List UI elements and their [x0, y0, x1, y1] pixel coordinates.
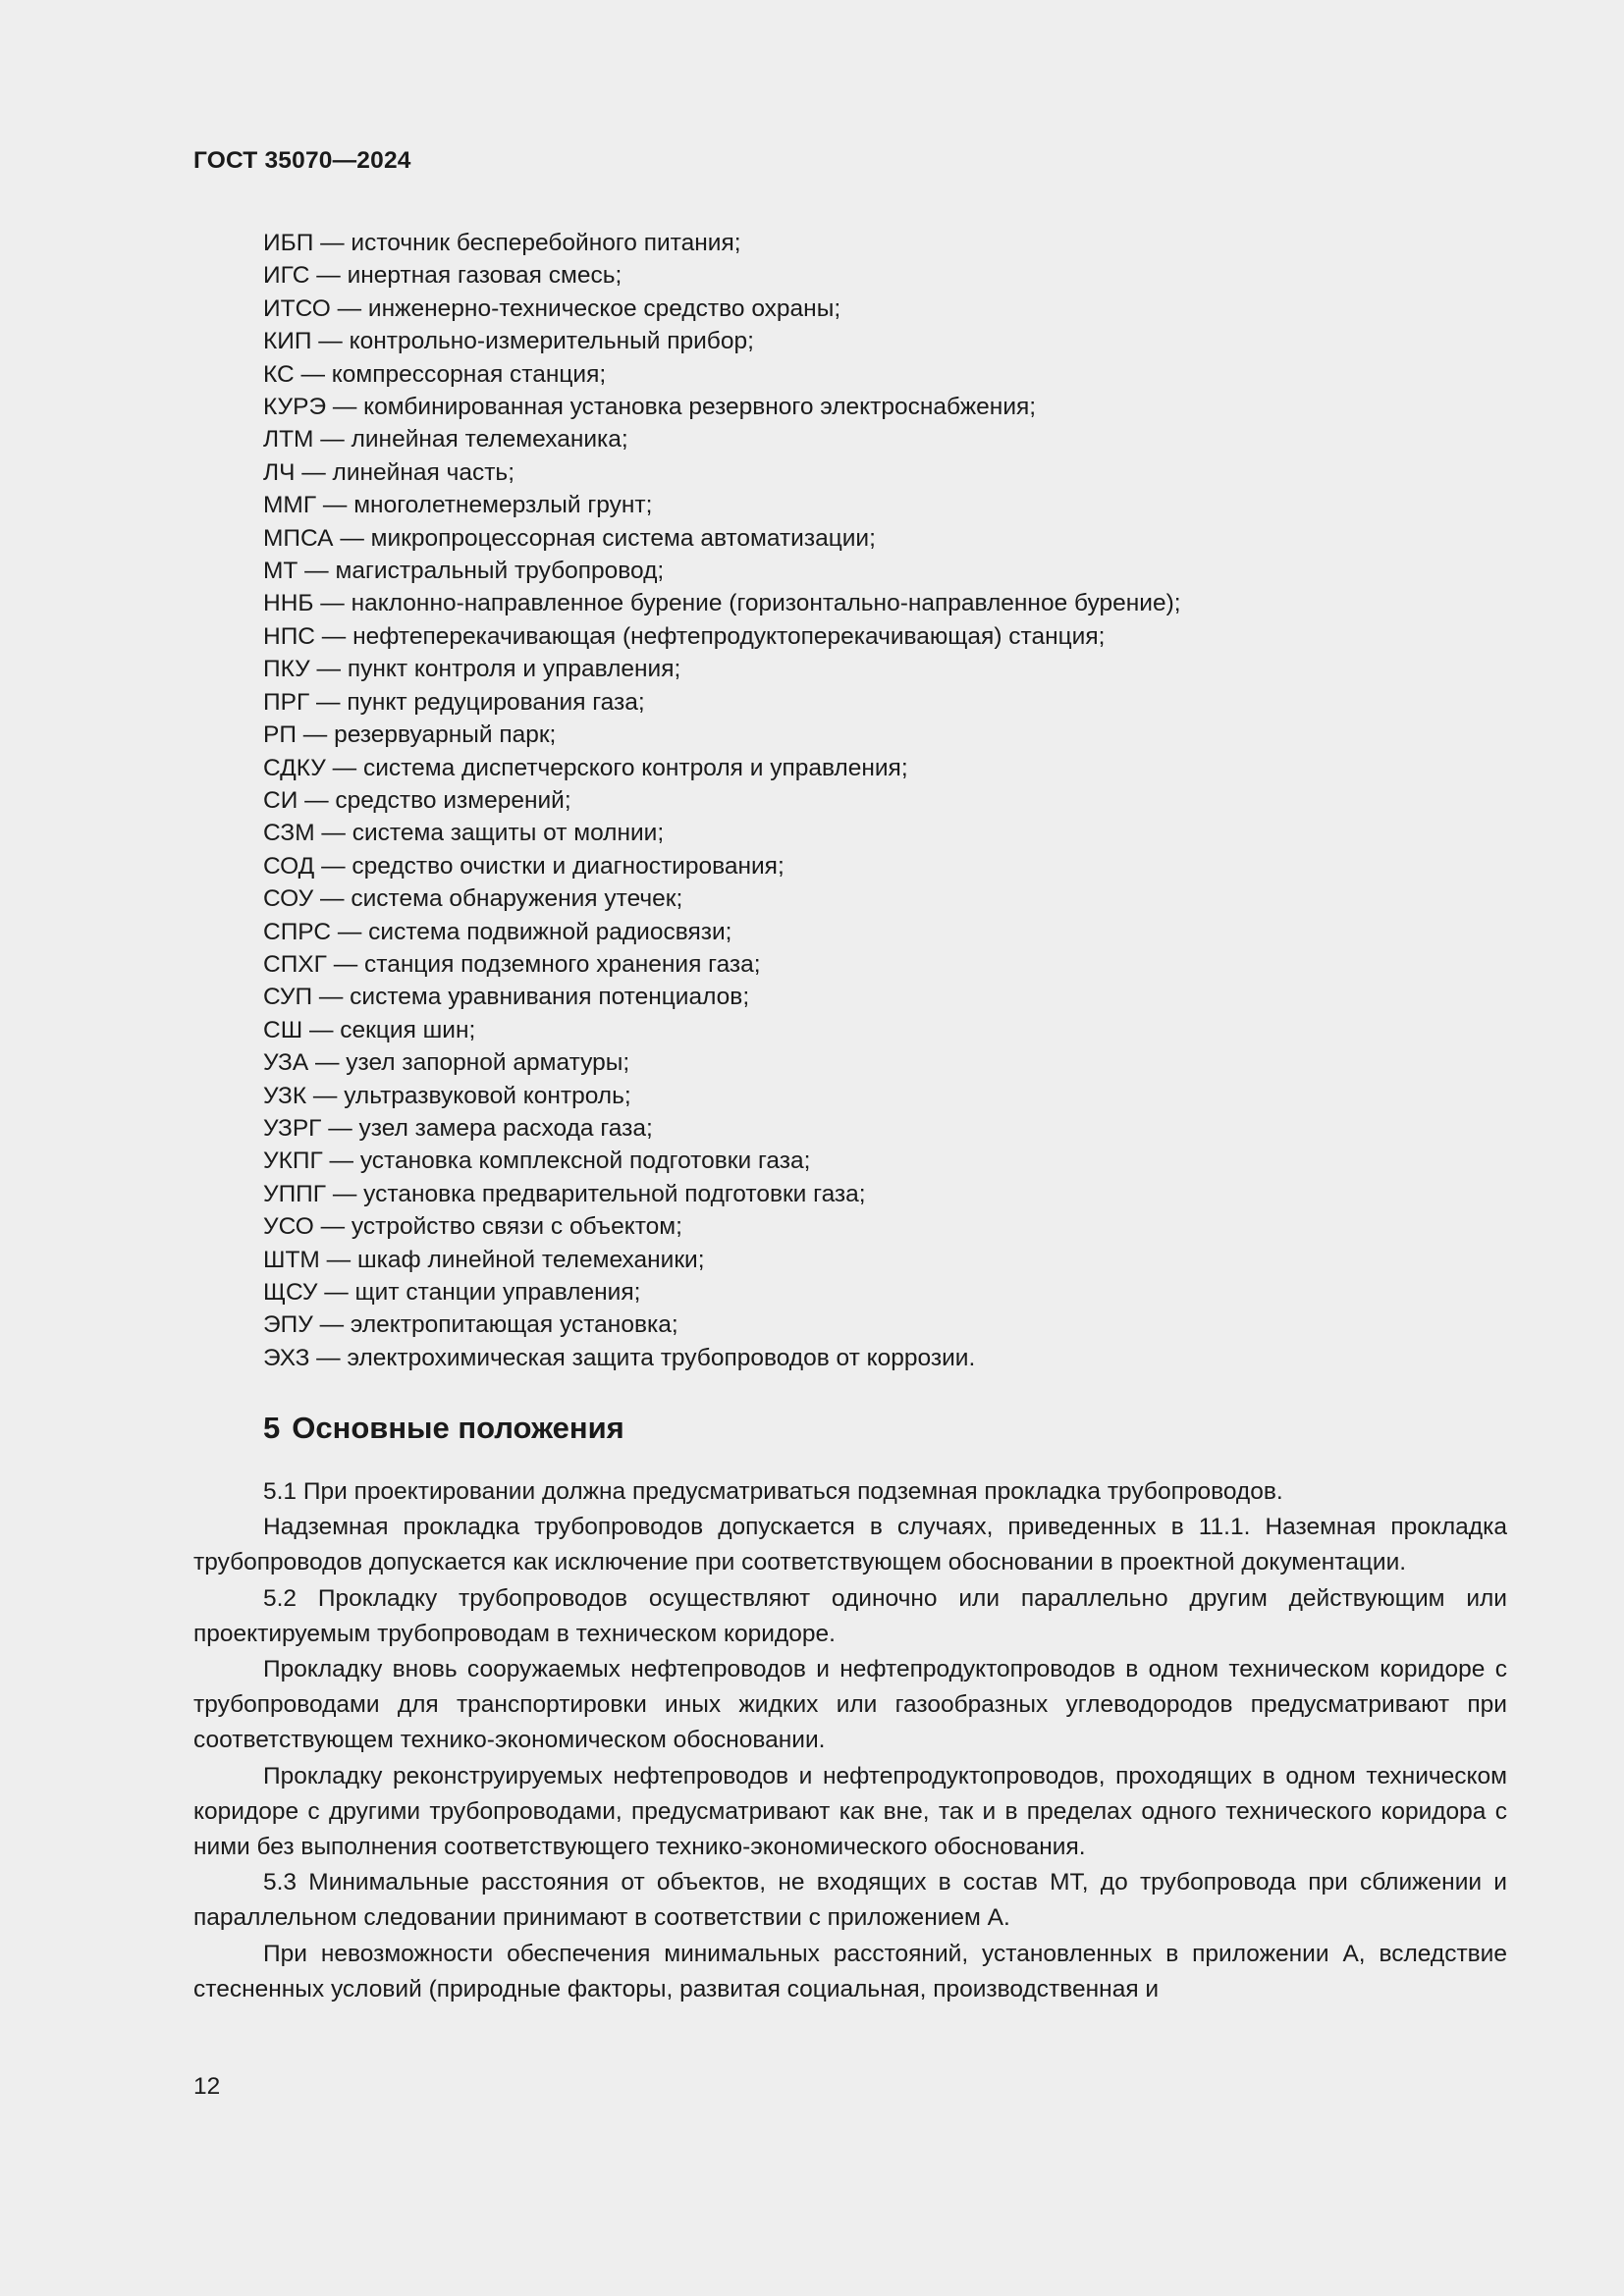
- abbreviation-item: СПХГ — станция подземного хранения газа;: [263, 950, 761, 978]
- section-number: 5: [263, 1411, 281, 1445]
- abbreviation-item: КС — компрессорная станция;: [263, 360, 607, 388]
- abbreviation-item: СОУ — система обнаружения утечек;: [263, 885, 683, 913]
- abbreviation-item: ИГС — инертная газовая смесь;: [263, 262, 623, 290]
- section-heading: [263, 1411, 624, 1446]
- abbreviation-item: ННБ — наклонно-направленное бурение (горизонтально-направленное бурение);: [263, 590, 1181, 617]
- abbreviation-item: ЩСУ — щит станции управления;: [263, 1279, 641, 1306]
- abbreviation-item: МТ — магистральный трубопровод;: [263, 558, 665, 585]
- abbreviation-item: РП — резервуарный парк;: [263, 721, 557, 749]
- abbreviations-list: [263, 227, 1181, 1374]
- abbreviation-item: УКПГ — установка комплексной подготовки газа;: [263, 1148, 811, 1175]
- paragraph: Прокладку реконструируемых нефтепроводов и нефтепродуктопроводов, проходящих в одном техническом коридоре с другими трубопроводами, предусматривают как вне, так и в пределах одного технического коридора с ними без выполнения соответствующего технико-экономического обоснования.: [193, 1762, 1507, 1861]
- abbreviation-item: МПСА — микропроцессорная система автоматизации;: [263, 524, 876, 552]
- abbreviation-item: ПРГ — пункт редуцирования газа;: [263, 688, 645, 716]
- abbreviation-item: УСО — устройство связи с объектом;: [263, 1213, 682, 1241]
- abbreviation-item: СПРС — система подвижной радиосвязи;: [263, 918, 732, 945]
- abbreviation-item: ЭПУ — электропитающая установка;: [263, 1311, 678, 1339]
- abbreviation-item: СУП — система уравнивания потенциалов;: [263, 984, 750, 1011]
- abbreviation-item: ЭХЗ — электрохимическая защита трубопроводов от коррозии.: [263, 1344, 976, 1371]
- section-title: Основные положения: [292, 1411, 624, 1445]
- abbreviation-item: СИ — средство измерений;: [263, 786, 571, 814]
- abbreviation-item: ИТСО — инженерно-техническое средство охраны;: [263, 294, 841, 322]
- abbreviation-item: КИП — контрольно-измерительный прибор;: [263, 328, 754, 355]
- abbreviation-item: УППГ — установка предварительной подготовки газа;: [263, 1180, 866, 1207]
- paragraph: 5.3 Минимальные расстояния от объектов, не входящих в состав МТ, до трубопровода при сближении и параллельном следовании принимают в соответствии с приложением А.: [193, 1869, 1507, 1932]
- abbreviation-item: УЗА — узел запорной арматуры;: [263, 1049, 630, 1077]
- abbreviation-item: ШТМ — шкаф линейной телемеханики;: [263, 1246, 705, 1273]
- document-number-header: ГОСТ 35070—2024: [193, 147, 411, 174]
- paragraph: 5.1 При проектировании должна предусматриваться подземная прокладка трубопроводов.: [263, 1478, 1283, 1505]
- paragraph: 5.2 Прокладку трубопроводов осуществляют одиночно или параллельно другим действующим или проектируемым трубопроводам в техническом коридоре.: [193, 1584, 1507, 1647]
- paragraph: При невозможности обеспечения минимальных расстояний, установленных в приложении А, вследствие стесненных условий (природные факторы, развитая социальная, производственная и: [193, 1940, 1507, 2002]
- page-number: 12: [193, 2073, 221, 2100]
- section-body: [193, 1474, 1507, 2007]
- abbreviation-item: СШ — секция шин;: [263, 1016, 476, 1043]
- abbreviation-item: ЛТМ — линейная телемеханика;: [263, 426, 628, 454]
- paragraph: Надземная прокладка трубопроводов допускается в случаях, приведенных в 11.1. Наземная прокладка трубопроводов допускается как исключение при соответствующем обосновании в проектной документации.: [193, 1514, 1507, 1576]
- abbreviation-item: ИБП — источник бесперебойного питания;: [263, 230, 741, 256]
- abbreviation-item: ЛЧ — линейная часть;: [263, 458, 515, 486]
- abbreviation-item: СДКУ — система диспетчерского контроля и управления;: [263, 754, 908, 781]
- abbreviation-item: СЗМ — система защиты от молнии;: [263, 820, 665, 847]
- abbreviation-item: ПКУ — пункт контроля и управления;: [263, 656, 681, 683]
- abbreviation-item: УЗРГ — узел замера расхода газа;: [263, 1114, 653, 1142]
- abbreviation-item: ММГ — многолетнемерзлый грунт;: [263, 492, 653, 519]
- abbreviation-item: УЗК — ультразвуковой контроль;: [263, 1082, 631, 1109]
- abbreviation-item: НПС — нефтеперекачивающая (нефтепродуктоперекачивающая) станция;: [263, 622, 1106, 650]
- paragraph: Прокладку вновь сооружаемых нефтепроводов и нефтепродуктопроводов в одном техническом коридоре с трубопроводами для транспортировки иных жидких или газообразных углеводородов предусматривают при соответствующем технико-экономическом обосновании.: [193, 1656, 1507, 1754]
- abbreviation-item: СОД — средство очистки и диагностирования;: [263, 852, 785, 880]
- abbreviation-item: КУРЭ — комбинированная установка резервного электроснабжения;: [263, 394, 1037, 421]
